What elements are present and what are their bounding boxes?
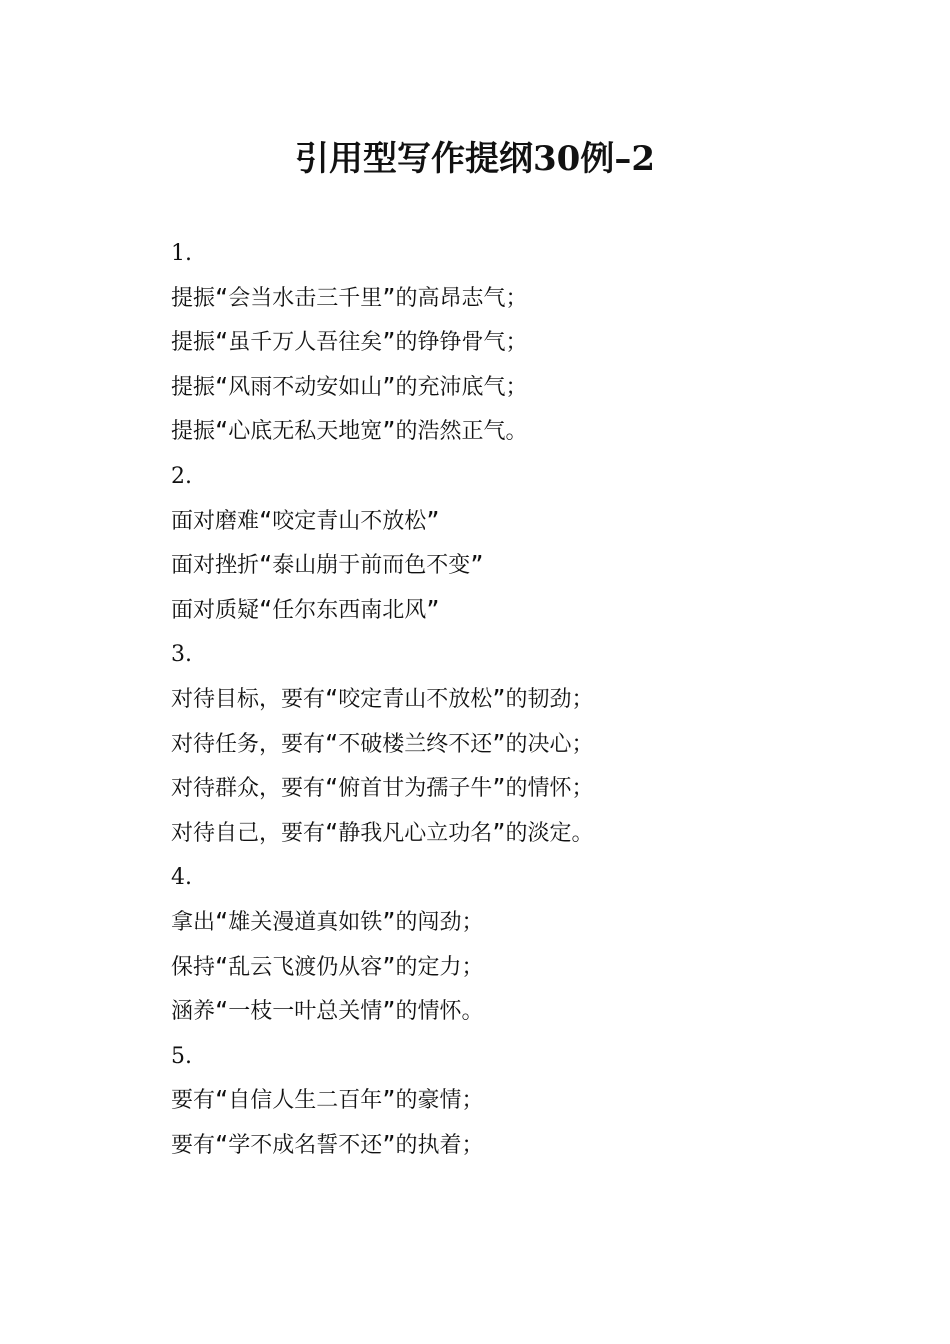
text-line: 对待任务，要有“不破楼兰终不还”的决心；	[171, 731, 594, 757]
section-number-4: 4.	[171, 865, 192, 891]
document-body	[171, 232, 891, 1168]
text-line: 面对质疑“任尔东西南北风”	[171, 597, 440, 623]
text-line: 对待自己，要有“静我凡心立功名”的淡定。	[171, 820, 594, 846]
text-line: 提振“风雨不动安如山”的充沛底气；	[171, 374, 528, 400]
text-line: 提振“虽千万人吾往矣”的铮铮骨气；	[171, 330, 528, 356]
text-line: 保持“乱云飞渡仍从容”的定力；	[171, 954, 484, 980]
text-line: 面对磨难“咬定青山不放松”	[171, 508, 440, 534]
text-line: 面对挫折“泰山崩于前而色不变”	[171, 553, 484, 579]
section-number-3: 3.	[171, 642, 192, 668]
section-number-1: 1.	[171, 241, 192, 266]
section-number-2: 2.	[171, 463, 192, 489]
text-line: 对待群众，要有“俯首甘为孺子牛”的情怀；	[171, 776, 594, 802]
text-line: 提振“会当水击三千里”的高昂志气；	[171, 285, 528, 311]
document-title: 引用型写作提纲30例–2	[295, 139, 655, 179]
text-line: 涵养“一枝一叶总关情”的情怀。	[171, 999, 484, 1025]
text-line: 提振“心底无私天地宽”的浩然正气。	[171, 419, 528, 445]
text-line: 拿出“雄关漫道真如铁”的闯劲；	[171, 909, 484, 935]
text-line: 要有“学不成名誓不还”的执着；	[171, 1132, 484, 1158]
section-number-5: 5.	[171, 1043, 192, 1069]
text-line: 对待目标，要有“咬定青山不放松”的韧劲；	[171, 686, 594, 712]
text-line: 要有“自信人生二百年”的豪情；	[171, 1088, 484, 1114]
